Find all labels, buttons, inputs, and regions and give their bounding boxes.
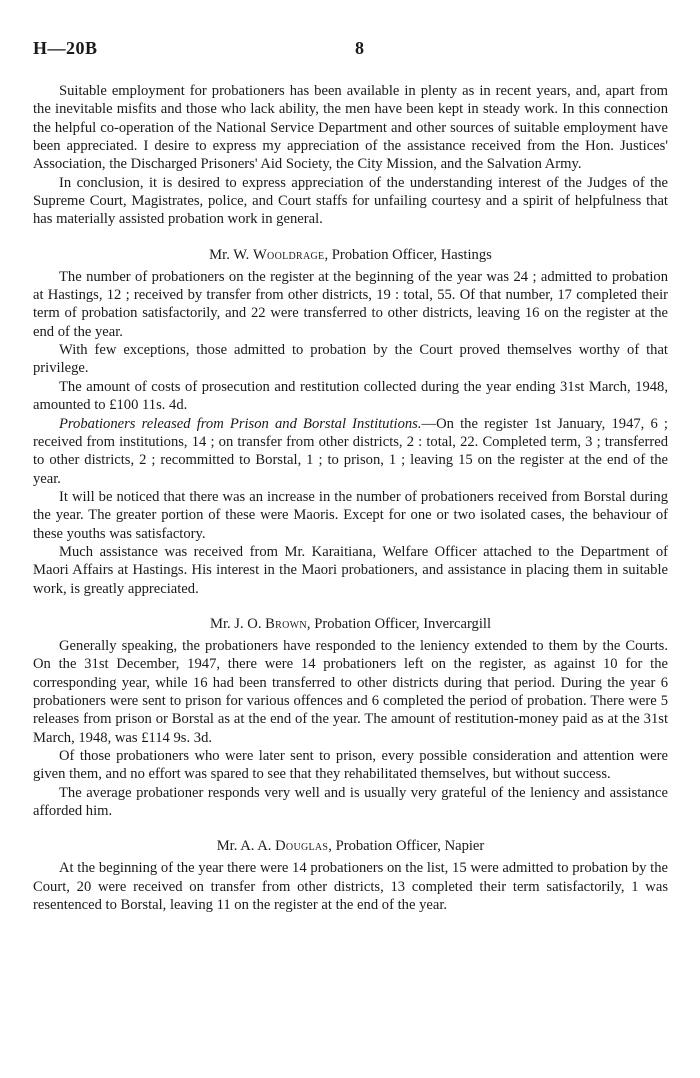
intro-paragraph-conclusion: In conclusion, it is desired to express appreciation of the understanding interest of the Judges of the Supreme Court, Magistrates, police, and Court staffs for unfailing courtesy and a spirit of helpfulness that has materially assisted probation work in general. xyxy=(33,174,668,228)
invercargill-paragraph-average: The average probationer responds very well and is usually very grateful of the leniency and assistance afforded him. xyxy=(33,784,668,820)
page-number: 8 xyxy=(355,38,364,58)
officer-title: , Probation Officer, Hastings xyxy=(324,246,492,263)
page-content xyxy=(33,82,668,914)
hastings-paragraph-exceptions: With few exceptions, those admitted to probation by the Court proved themselves worthy of that privilege. xyxy=(33,342,668,377)
section-heading-hastings xyxy=(33,246,668,264)
officer-surname: Brown xyxy=(265,615,307,632)
hastings-paragraph-costs: The amount of costs of prosecution and restitution collected during the year ending 31st March, 1948, amounted to £100 11s. 4d. xyxy=(33,378,668,414)
hastings-paragraph-assistance: Much assistance was received from Mr. Karaitiana, Welfare Officer attached to the Department of Maori Affairs at Hastings. His interest in the Maori probationers, and assistance in placing them in suitable work, is greatly appreciated. xyxy=(33,543,668,597)
hastings-paragraph-released xyxy=(33,415,668,488)
invercargill-paragraph-leniency: Generally speaking, the probationers have responded to the leniency extended to them by the Courts. On the 31st December, 1947, there were 14 probationers left on the register, as against 10 for the corresponding year, while 16 had been transferred to other districts during that period. During the year 6 probationers were sent to prison for various offences and 6 completed the period of probation. There were 5 releases from prison or Borstal as at the end of the year. The amount of restitution-money paid as at the 31st March, 1948, was £114 9s. 3d. xyxy=(33,637,668,746)
section-heading-napier xyxy=(33,837,668,855)
hastings-paragraph-borstal: It will be noticed that there was an increase in the number of probationers received from Borstal during the year. The greater portion of these were Maoris. Except for one or two isolated cases, the behaviour of these youths was satisfactory. xyxy=(33,488,668,542)
officer-name-prefix: Mr. J. O. xyxy=(209,615,266,632)
officer-surname: Wooldrage xyxy=(252,246,325,263)
officer-title: , Probation Officer, Invercargill xyxy=(306,615,491,632)
officer-name-prefix: Mr. A. A. xyxy=(216,838,276,855)
running-head xyxy=(33,38,668,68)
napier-paragraph-register: At the beginning of the year there were 14 probationers on the list, 15 were admitted to probation by the Court, 20 were received on transfer from other districts, 13 completed their term satisfactorily, 1 was resentenced to Borstal, leaving 11 on the register at the end of the year. xyxy=(33,860,668,914)
invercargill-paragraph-prison: Of those probationers who were later sent to prison, every possible consideration and attention were given them, and no effort was spared to see that they rehabilitated themselves, but without success. xyxy=(33,748,668,783)
intro-paragraph-employment: Suitable employment for probationers has been available in plenty as in recent years, and, apart from the inevitable misfits and those who lack ability, the men have been kept in steady work. In this connection the helpful co-operation of the National Service Department and other sources of suitable employment have been appreciated. I desire to express my appreciation of the assistance received from the Hon. Justices' Association, the Discharged Prisoners' Aid Society, the City Mission, and the Salvation Army. xyxy=(33,83,668,173)
officer-name-prefix: Mr. W. xyxy=(209,246,253,263)
report-reference: H—20B xyxy=(33,38,98,58)
officer-title: , Probation Officer, Napier xyxy=(328,838,485,855)
paragraph-lead-italic: Probationers released from Prison and Borstal Institutions. xyxy=(59,415,422,432)
paragraph-body: —On the register 1st January, 1947, 6 ; received from institutions, 14 ; on transfer from other districts, 2 : total, 22. Completed term, 3 ; transferred to other districts, 2 ; recommitted to Borstal, 1 ; to prison, 1 ; leaving 15 on the register at the end of the year. xyxy=(33,415,668,487)
officer-surname: Douglas xyxy=(275,838,329,855)
hastings-paragraph-register: The number of probationers on the register at the beginning of the year was 24 ; admitted to probation at Hastings, 12 ; received by transfer from other districts, 19 : total, 55. Of that number, 17 completed their term of probation satisfactorily, and 22 were transferred to other districts, leaving 16 on the register at the end of the year. xyxy=(33,268,668,340)
section-heading-invercargill xyxy=(33,615,668,633)
